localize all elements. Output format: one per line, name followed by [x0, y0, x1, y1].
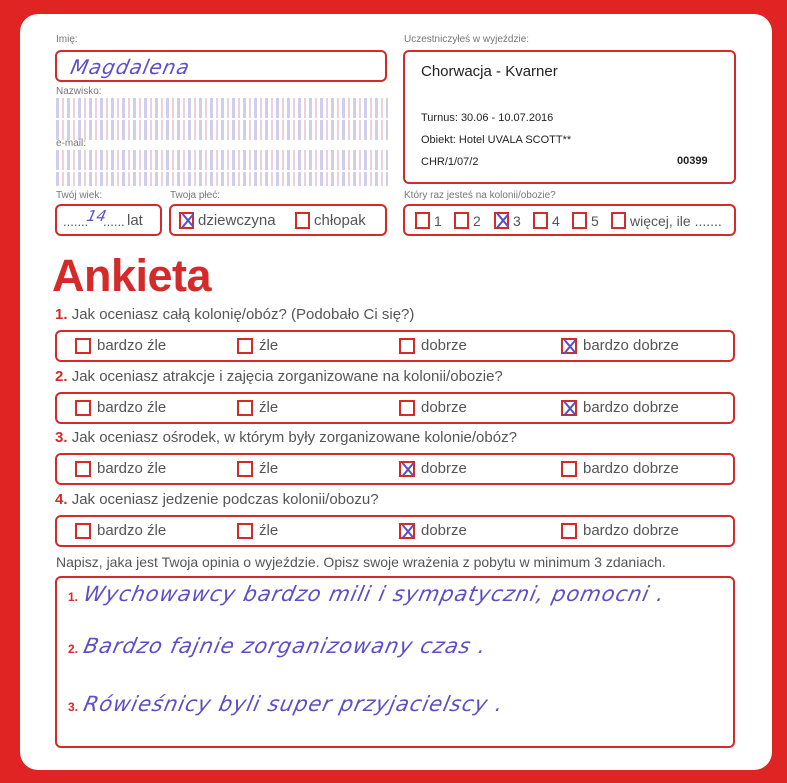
question-2-option-1[interactable]: [75, 399, 166, 416]
question-2-option-4-checkbox[interactable]: [561, 400, 577, 416]
question-4-option-3[interactable]: [399, 522, 467, 539]
gender-boy-checkbox[interactable]: [295, 212, 310, 229]
question-4-option-1[interactable]: [75, 522, 166, 539]
times-more-label: więcej, ile .......: [630, 212, 722, 229]
trip-info-box: [403, 50, 736, 184]
question-4-option-4[interactable]: [561, 522, 679, 539]
question-3-option-4-checkbox[interactable]: [561, 461, 577, 477]
question-2-text: Jak oceniasz atrakcje i zajęcia zorganizowane na kolonii/obozie?: [71, 368, 503, 385]
question-2-option-2-checkbox[interactable]: [237, 400, 253, 416]
question-3-option-1-checkbox[interactable]: [75, 461, 91, 477]
age-value: 14: [85, 207, 109, 225]
question-2-option-1-label: bardzo źle: [97, 399, 167, 416]
question-1-text: Jak oceniasz całą kolonię/obóz? (Podobało Ci się?): [71, 306, 415, 323]
question-4-number: 4.: [55, 491, 68, 508]
times-field: [403, 204, 736, 236]
question-2-options: [55, 392, 735, 424]
question-2-option-2-label: źle: [259, 399, 279, 416]
first-name-label: Imię:: [56, 34, 78, 45]
opinion-prompt: Napisz, jaka jest Twoja opinia o wyjeździe. Opisz swoje wrażenia z pobytu w minimum 3 zdaniach.: [56, 554, 666, 570]
question-2-option-4-label: bardzo dobrze: [583, 399, 679, 416]
opinion-line-2-num: 2.: [68, 642, 79, 656]
trip-code: CHR/1/07/2: [421, 156, 479, 168]
times-4-label: 4: [552, 212, 560, 229]
times-1-checkbox[interactable]: [415, 212, 430, 229]
question-4: [55, 491, 379, 508]
times-option-2[interactable]: [454, 212, 481, 229]
question-4-option-2[interactable]: [237, 522, 278, 539]
trip-number: 00399: [677, 155, 708, 167]
gender-option-boy[interactable]: [295, 212, 366, 229]
participated-label: Uczestniczyłeś w wyjeździe:: [404, 34, 530, 45]
opinion-line-2: [68, 634, 490, 658]
redacted-email: [56, 150, 388, 170]
first-name-value: Magdalena: [68, 55, 193, 79]
question-2-option-3[interactable]: [399, 399, 467, 416]
times-option-1[interactable]: [415, 212, 442, 229]
question-4-option-4-label: bardzo dobrze: [583, 522, 679, 539]
question-1-option-4-label: bardzo dobrze: [583, 337, 679, 354]
question-3-option-4[interactable]: [561, 460, 679, 477]
age-dots-right: ......: [103, 214, 125, 229]
times-2-label: 2: [473, 212, 481, 229]
age-unit: lat: [127, 212, 143, 229]
question-1-option-4-checkbox[interactable]: [561, 338, 577, 354]
times-1-label: 1: [434, 212, 442, 229]
times-more-checkbox[interactable]: [611, 212, 626, 229]
redacted-last-name: [56, 98, 388, 118]
question-2-option-3-checkbox[interactable]: [399, 400, 415, 416]
question-4-option-3-label: dobrze: [421, 522, 467, 539]
question-2-option-4[interactable]: [561, 399, 679, 416]
question-3-option-1[interactable]: [75, 460, 166, 477]
opinion-line-3-num: 3.: [68, 700, 79, 714]
trip-name: Chorwacja - Kvarner: [421, 63, 558, 80]
gender-girl-checkbox[interactable]: [179, 212, 194, 229]
age-label: Twój wiek:: [56, 190, 103, 201]
opinion-line-1-text: Wychowawcy bardzo mili i sympatyczni, pomocni .: [81, 582, 668, 606]
question-3-option-1-label: bardzo źle: [97, 460, 167, 477]
times-label: Który raz jesteś na kolonii/obozie?: [404, 190, 556, 201]
question-1-option-1-label: bardzo źle: [97, 337, 167, 354]
question-3-number: 3.: [55, 429, 68, 446]
question-4-option-2-checkbox[interactable]: [237, 523, 253, 539]
question-4-text: Jak oceniasz jedzenie podczas kolonii/obozu?: [71, 491, 379, 508]
question-2-option-2[interactable]: [237, 399, 278, 416]
gender-label: Twoja płeć:: [170, 190, 221, 201]
opinion-line-1: [68, 582, 668, 606]
question-3-option-2-checkbox[interactable]: [237, 461, 253, 477]
times-3-checkbox[interactable]: [494, 212, 509, 229]
question-1-option-1[interactable]: [75, 337, 166, 354]
question-3-option-3-checkbox[interactable]: [399, 461, 415, 477]
question-1-number: 1.: [55, 306, 68, 323]
question-1-option-3-checkbox[interactable]: [399, 338, 415, 354]
question-1: [55, 306, 414, 323]
times-4-checkbox[interactable]: [533, 212, 548, 229]
question-1-option-2-checkbox[interactable]: [237, 338, 253, 354]
question-3-option-3-label: dobrze: [421, 460, 467, 477]
times-option-5[interactable]: [572, 212, 599, 229]
times-option-3[interactable]: [494, 212, 521, 229]
question-3-option-3[interactable]: [399, 460, 467, 477]
question-1-option-3[interactable]: [399, 337, 467, 354]
question-2-option-1-checkbox[interactable]: [75, 400, 91, 416]
question-3-option-2[interactable]: [237, 460, 278, 477]
trip-turnus: Turnus: 30.06 - 10.07.2016: [421, 112, 554, 124]
question-2: [55, 368, 503, 385]
question-2-option-3-label: dobrze: [421, 399, 467, 416]
opinion-line-3: [68, 692, 507, 716]
gender-field: [169, 204, 387, 236]
first-name-field[interactable]: [55, 50, 387, 82]
question-4-option-4-checkbox[interactable]: [561, 523, 577, 539]
email-label: e-mail:: [56, 138, 87, 149]
question-3-option-4-label: bardzo dobrze: [583, 460, 679, 477]
gender-option-girl[interactable]: [179, 212, 276, 229]
opinion-line-3-text: Rówieśnicy byli super przyjacielscy .: [81, 692, 507, 716]
age-dots-left: .......: [63, 214, 89, 229]
question-4-option-1-label: bardzo źle: [97, 522, 167, 539]
question-1-options: [55, 330, 735, 362]
times-5-label: 5: [591, 212, 599, 229]
last-name-label: Nazwisko:: [56, 86, 102, 97]
redacted-email-2: [56, 172, 388, 186]
question-1-option-1-checkbox[interactable]: [75, 338, 91, 354]
times-option-more[interactable]: [611, 212, 722, 229]
times-5-checkbox[interactable]: [572, 212, 587, 229]
question-4-option-2-label: źle: [259, 522, 279, 539]
opinion-line-1-num: 1.: [68, 590, 79, 604]
question-1-option-2[interactable]: [237, 337, 278, 354]
question-2-number: 2.: [55, 368, 68, 385]
survey-title: Ankieta: [52, 250, 212, 301]
times-3-label: 3: [513, 212, 521, 229]
redacted-field: [56, 120, 388, 140]
question-3-option-2-label: źle: [259, 460, 279, 477]
question-3-options: [55, 453, 735, 485]
question-1-option-3-label: dobrze: [421, 337, 467, 354]
question-4-options: [55, 515, 735, 547]
trip-obiekt: Obiekt: Hotel UVALA SCOTT**: [421, 134, 572, 146]
gender-girl-label: dziewczyna: [198, 212, 276, 229]
question-1-option-2-label: źle: [259, 337, 279, 354]
question-3-text: Jak oceniasz ośrodek, w którym były zorganizowane kolonie/obóz?: [71, 429, 517, 446]
times-2-checkbox[interactable]: [454, 212, 469, 229]
times-option-4[interactable]: [533, 212, 560, 229]
question-4-option-1-checkbox[interactable]: [75, 523, 91, 539]
question-1-option-4[interactable]: [561, 337, 679, 354]
age-field[interactable]: [55, 204, 162, 236]
opinion-line-2-text: Bardzo fajnie zorganizowany czas .: [81, 634, 490, 658]
gender-boy-label: chłopak: [314, 212, 366, 229]
question-4-option-3-checkbox[interactable]: [399, 523, 415, 539]
question-3: [55, 429, 517, 446]
